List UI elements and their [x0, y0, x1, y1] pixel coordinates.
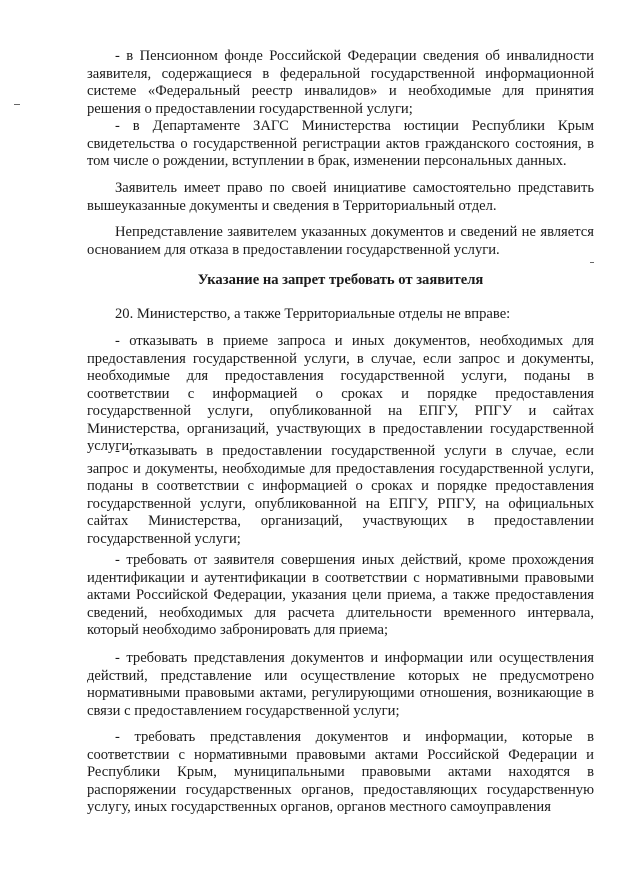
paragraph-refuse-reception: - отказывать в приеме запроса и иных документов, необходимых для предоставления государственной услуги, в случае, если запрос и документы, необходимые для предоставления государственной услуги, поданы в соответствии с информацией о сроках и порядке предоставления государственной услуги, опубликованной на ЕПГУ, РПГУ и сайтах Министерства, организаций, участвующих в предоставлении государственной услуги;: [87, 333, 594, 454]
paragraph-non-submission: Непредставление заявителем указанных документов и сведений не является основанием для отказа в предоставлении государственной услуги.: [87, 224, 594, 258]
paragraph-require-documents: - требовать представления документов и информации или осуществления действий, представление или осуществление которых не предусмотрено нормативными правовыми актами, регулирующими отношения, возникающие в связи с предоставлением государственной услуги;: [87, 650, 594, 719]
paragraph-zags: - в Департаменте ЗАГС Министерства юстиции Республики Крым свидетельства о государственной регистрации актов гражданского состояния, в том числе о рождении, вступлении в брак, изменении персональных данных.: [87, 118, 594, 169]
section-heading: Указание на запрет требовать от заявителя: [197, 272, 484, 288]
paragraph-applicant-right: Заявитель имеет право по своей инициативе самостоятельно представить вышеуказанные документы и сведения в Территориальный отдел.: [87, 180, 594, 214]
scan-mark: [590, 262, 594, 263]
scan-mark: [14, 104, 20, 105]
paragraph-item-20: 20. Министерство, а также Территориальные отделы не вправе:: [115, 306, 511, 322]
paragraph-require-info-in-possession: - требовать представления документов и информации, которые в соответствии с нормативными правовыми актами Российской Федерации и Республики Крым, муниципальными правовыми актами находятся в распоряжении государственных органов, предоставляющих государственную услугу, иных государственных органов, органов местного самоуправления: [87, 729, 594, 815]
paragraph-require-actions: - требовать от заявителя совершения иных действий, кроме прохождения идентификации и аутентификации в соответствии с нормативными правовыми актами Российской Федерации, указания цели приема, а также предоставления сведений, необходимых для расчета длительности временного интервала, который необходимо забронировать для приема;: [87, 552, 594, 638]
paragraph-pension-fund: - в Пенсионном фонде Российской Федерации сведения об инвалидности заявителя, содержащиеся в федеральной государственной информационной системе «Федеральный реестр инвалидов» и необходимые для принятия решения о предоставлении государственной услуги;: [87, 48, 594, 117]
paragraph-refuse-service: - отказывать в предоставлении государственной услуги в случае, если запрос и документы, необходимые для предоставления государственной услуги, поданы в соответствии с информацией о сроках и порядке предоставления государственной услуги, опубликованной на ЕПГУ, РПГУ, на официальных сайтах Министерства, организаций, участвующих в предоставлении государственной услуги;: [87, 443, 594, 547]
